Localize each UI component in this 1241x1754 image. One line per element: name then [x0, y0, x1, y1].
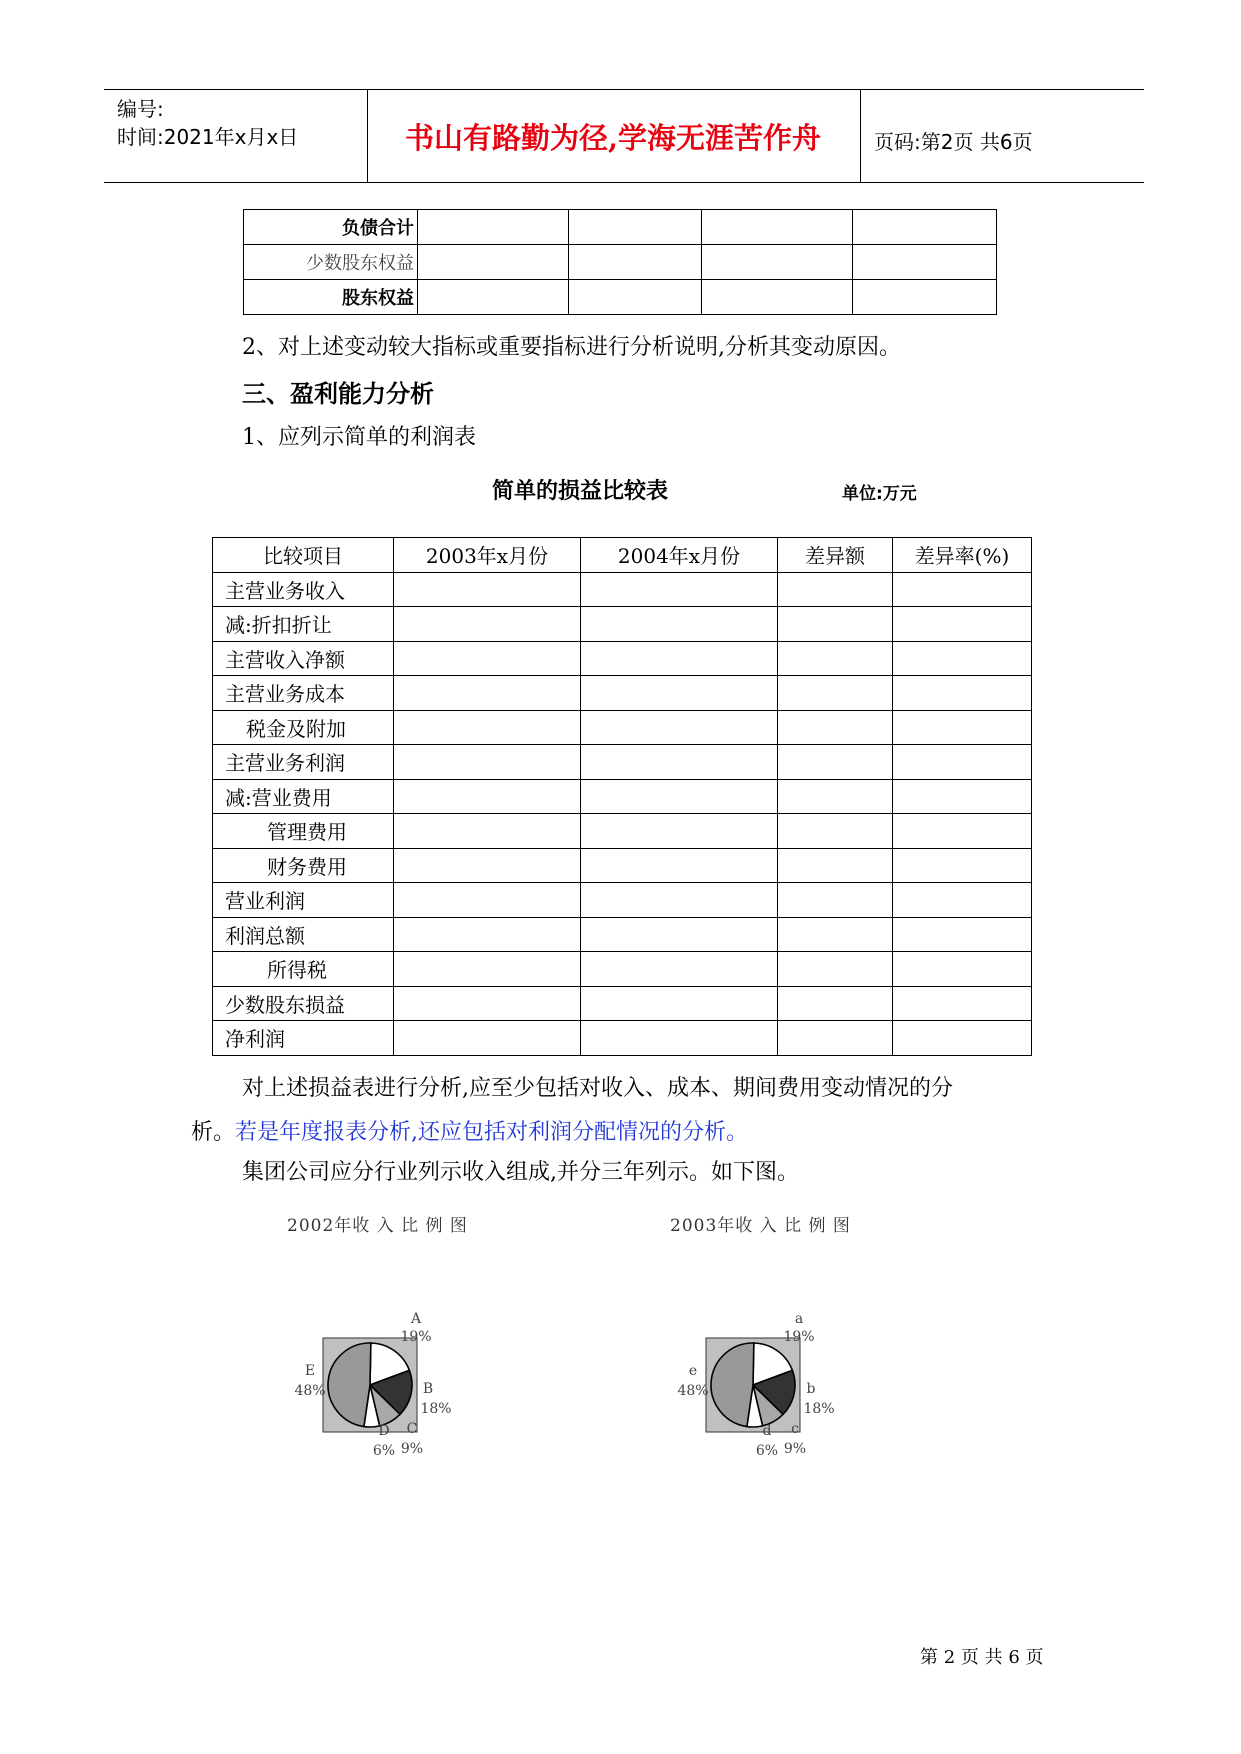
- pie-label: a: [794, 1311, 804, 1327]
- liabilities-table: [243, 209, 997, 315]
- row-label: 减:营业费用: [213, 779, 394, 814]
- row-label: 主营收入净额: [213, 641, 394, 676]
- pie-chart-2002: [260, 1300, 460, 1500]
- pie-label: b: [806, 1381, 816, 1397]
- table-row: [244, 245, 997, 280]
- pie-percent-label: 6%: [372, 1443, 396, 1459]
- row-label: 负债合计: [244, 210, 418, 245]
- section-title: 三、盈利能力分析: [242, 380, 434, 408]
- table-row: [213, 848, 1032, 883]
- pie-percent-label: 18%: [420, 1401, 452, 1417]
- table-row: [213, 607, 1032, 642]
- row-label: 主营业务收入: [213, 572, 394, 607]
- column-header: 2004年x月份: [581, 538, 778, 573]
- pie-label: A: [410, 1311, 422, 1327]
- table-unit: 单位:万元: [842, 484, 917, 504]
- pie-percent-label: 18%: [803, 1401, 835, 1417]
- row-label: 管理费用: [213, 814, 394, 849]
- paragraph-income-list: 1、应列示简单的利润表: [242, 425, 476, 450]
- pie-label: c: [791, 1421, 799, 1437]
- pie-percent-label: 9%: [400, 1441, 424, 1457]
- text-black: 析。: [191, 1120, 236, 1145]
- header-number-label: 编号:: [117, 97, 164, 121]
- pie-label: C: [406, 1421, 418, 1437]
- column-header: 差异率(%): [893, 538, 1032, 573]
- pie-percent-label: 19%: [783, 1329, 815, 1345]
- pie-chart-2003: [643, 1300, 843, 1500]
- paragraph-analysis-requirement-cont: [191, 1115, 748, 1146]
- pie-label: E: [304, 1363, 316, 1379]
- header-top-rule: [104, 89, 1144, 90]
- row-label: 营业利润: [213, 883, 394, 918]
- row-label: 主营业务利润: [213, 745, 394, 780]
- column-header: 差异额: [778, 538, 893, 573]
- header-time-label: 时间:2021年x月x日: [117, 125, 299, 149]
- row-label: 所得税: [213, 952, 394, 987]
- table-header-row: [213, 538, 1032, 573]
- row-label: 减:折扣折让: [213, 607, 394, 642]
- paragraph-group-income: 集团公司应分行业列示收入组成,并分三年列示。如下图。: [242, 1160, 799, 1185]
- header-page-label: 页码:第2页 共6页: [874, 130, 1033, 154]
- paragraph-analysis-note: 2、对上述变动较大指标或重要指标进行分析说明,分析其变动原因。: [242, 335, 901, 360]
- row-label: 净利润: [213, 1021, 394, 1056]
- table-row: [213, 986, 1032, 1021]
- table-row: [213, 814, 1032, 849]
- paragraph-analysis-requirement: 对上述损益表进行分析,应至少包括对收入、成本、期间费用变动情况的分: [242, 1076, 953, 1101]
- table-row: [213, 641, 1032, 676]
- row-label: 利润总额: [213, 917, 394, 952]
- header-divider: [860, 89, 861, 182]
- table-row: [213, 917, 1032, 952]
- table-row: [213, 883, 1032, 918]
- table-row: [213, 1021, 1032, 1056]
- pie-percent-label: 9%: [783, 1441, 807, 1457]
- table-row: [213, 710, 1032, 745]
- row-label: 主营业务成本: [213, 676, 394, 711]
- table-row: [213, 676, 1032, 711]
- pie-label: d: [762, 1423, 772, 1439]
- pie-percent-label: 48%: [677, 1383, 709, 1399]
- row-label: 少数股东损益: [213, 986, 394, 1021]
- table-row: [213, 572, 1032, 607]
- header-bottom-rule: [104, 182, 1144, 183]
- table-row: [244, 280, 997, 315]
- column-header: 2003年x月份: [394, 538, 581, 573]
- row-label: 财务费用: [213, 848, 394, 883]
- pie-label: e: [688, 1363, 698, 1379]
- table-row: [213, 779, 1032, 814]
- income-comparison-table: [212, 537, 1032, 1056]
- header-motto: 书山有路勤为径,学海无涯苦作舟: [404, 121, 822, 155]
- row-label: 税金及附加: [213, 710, 394, 745]
- table-row: [213, 952, 1032, 987]
- table-title: 简单的损益比较表: [492, 479, 669, 504]
- text-blue-note: 若是年度报表分析,还应包括对利润分配情况的分析。: [235, 1120, 749, 1145]
- pie-percent-label: 48%: [294, 1383, 326, 1399]
- row-label: 少数股东权益: [244, 245, 418, 280]
- chart-title-2002: 2002年收 入 比 例 图: [287, 1216, 468, 1236]
- table-row: [213, 745, 1032, 780]
- footer-page-number: 第 2 页 共 6 页: [920, 1647, 1044, 1668]
- pie-percent-label: 19%: [400, 1329, 432, 1345]
- pie-percent-label: 6%: [755, 1443, 779, 1459]
- row-label: 股东权益: [244, 280, 418, 315]
- table-row: [244, 210, 997, 245]
- column-header: 比较项目: [213, 538, 394, 573]
- pie-label: B: [422, 1381, 434, 1397]
- pie-label: D: [378, 1423, 390, 1439]
- chart-title-2003: 2003年收 入 比 例 图: [670, 1216, 851, 1236]
